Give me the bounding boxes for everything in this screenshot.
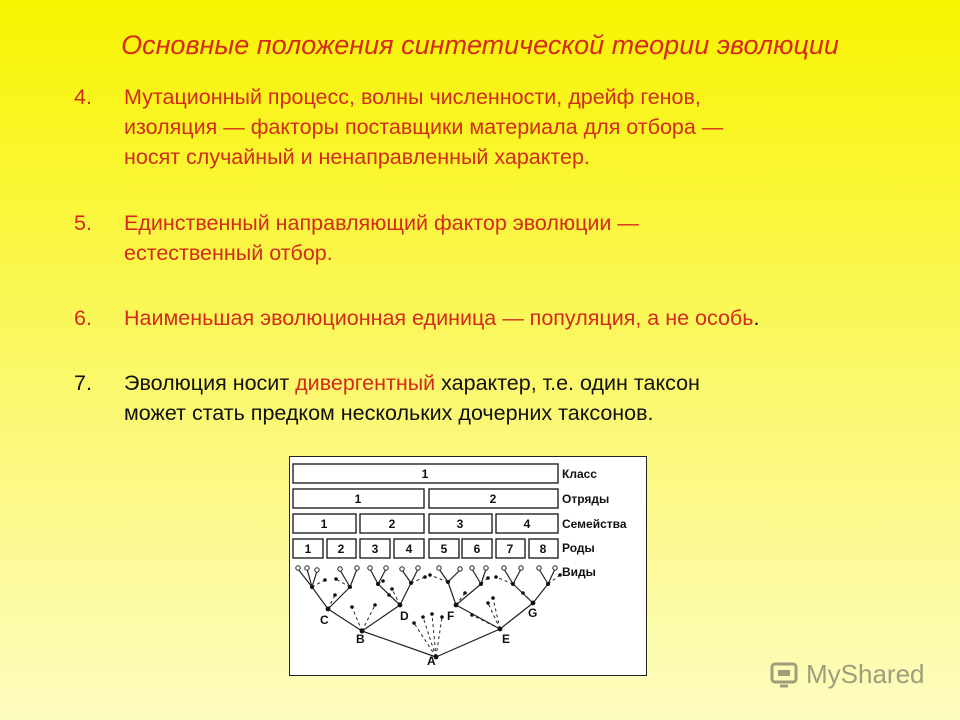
rank-label-families: Семейства [562, 517, 627, 531]
node-label: F [447, 609, 455, 623]
item-text: Наименьшая эволюционная единица — популяция, а не особь [124, 306, 754, 330]
taxonomy-diagram [289, 456, 647, 676]
node-label: G [528, 606, 538, 620]
genus-number: 2 [337, 542, 345, 556]
family-number: 4 [523, 517, 531, 531]
item-number: 5. [74, 211, 92, 235]
genus-number: 4 [405, 542, 413, 556]
node-label: C [320, 613, 329, 627]
genus-number: 3 [371, 542, 379, 556]
item-text-post: характер, т.е. один таксон [435, 371, 700, 395]
item-number: 6. [74, 306, 92, 330]
rank-label-genera: Роды [562, 541, 595, 555]
family-number: 3 [456, 517, 464, 531]
genus-number: 5 [440, 542, 448, 556]
item-number: 7. [74, 371, 92, 395]
watermark [768, 656, 925, 692]
genus-number: 1 [304, 542, 312, 556]
item-number: 4. [74, 85, 92, 109]
slide-title: Основные положения синтетической теории эволюции [121, 30, 839, 60]
item-text-line: Единственный направляющий фактор эволюции — [124, 211, 639, 235]
item-highlight: дивергентный [295, 371, 436, 395]
watermark-text: MyShared [806, 658, 925, 689]
node-label: A [427, 654, 436, 668]
node-label: E [502, 632, 511, 646]
item-text-line: естественный отбор. [124, 241, 333, 265]
rank-label-class: Класс [562, 467, 597, 481]
item-text-line: Мутационный процесс, волны численности, дрейф генов, [124, 85, 701, 109]
class-number: 1 [421, 467, 429, 481]
item-text-line: носят случайный и ненаправленный характер. [124, 145, 590, 169]
family-number: 2 [388, 517, 396, 531]
genus-number: 7 [506, 542, 514, 556]
item-period: . [753, 306, 760, 330]
rank-label-orders: Отряды [562, 492, 610, 506]
node-label: B [356, 632, 365, 646]
order-number: 1 [354, 492, 362, 506]
item-text-line: изоляция — факторы поставщики материала для отбора — [124, 115, 724, 139]
family-number: 1 [320, 517, 328, 531]
item-text-pre: Эволюция носит [124, 371, 296, 395]
genus-number: 8 [539, 542, 547, 556]
order-number: 2 [489, 492, 497, 506]
presentation-icon [768, 658, 800, 690]
rank-label-species: Виды [562, 565, 596, 579]
node-label: D [400, 609, 409, 623]
item-text-line: может стать предком нескольких дочерних таксонов. [124, 401, 654, 425]
genus-number: 6 [473, 542, 481, 556]
